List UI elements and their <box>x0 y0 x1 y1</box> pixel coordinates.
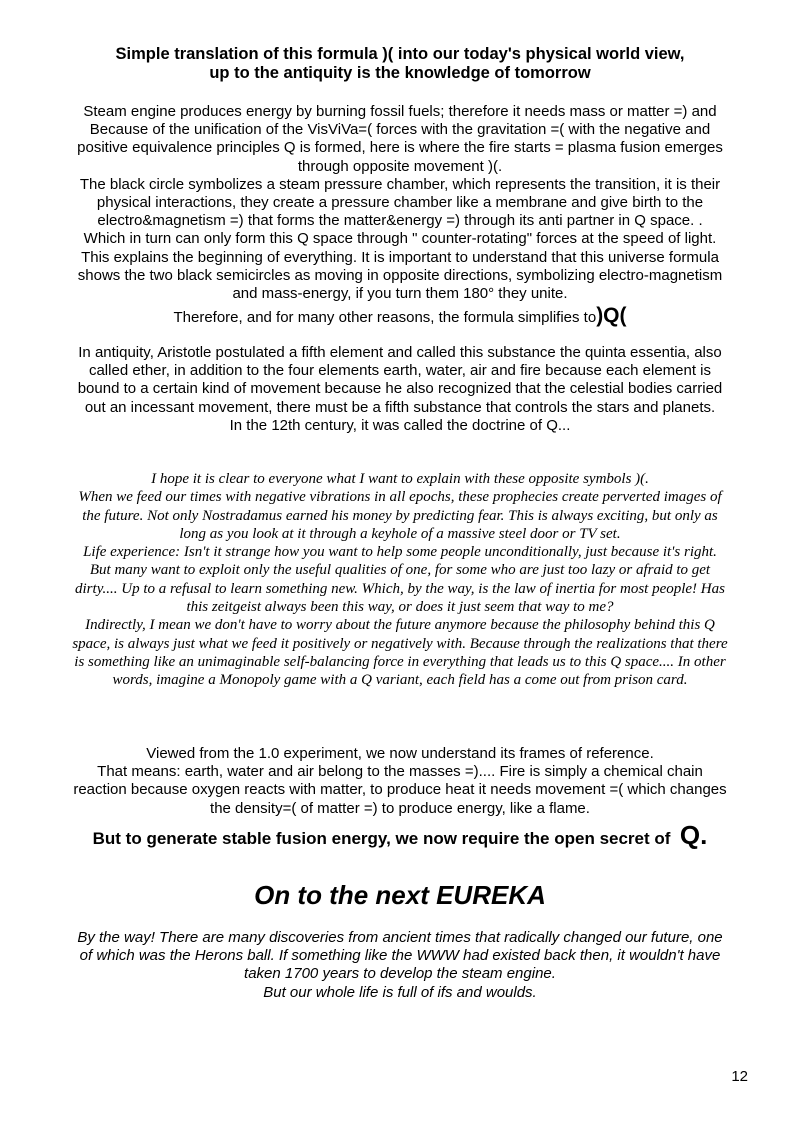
paragraph-herons-ball <box>40 929 760 1002</box>
italic-reflection <box>40 470 760 690</box>
text-line: In antiquity, Aristotle postulated a fifth element and called this substance the quinta essentia, also <box>78 344 722 361</box>
title-line: up to the antiquity is the knowledge of tomorrow <box>209 64 591 82</box>
simplifies-text: Therefore, and for many other reasons, the formula simplifies to <box>173 309 597 326</box>
text-line: Because of the unification of the VisViVa=( forces with the gravitation =( with the negative and <box>89 121 711 139</box>
text-line: The black circle symbolizes a steam pressure chamber, which represents the transition, it is their <box>79 175 721 193</box>
text-line: Viewed from the 1.0 experiment, we now understand its frames of reference. <box>146 745 654 762</box>
text-line: words, imagine a Monopoly game with a Q variant, each field has a come out from prison card. <box>112 672 688 689</box>
text-line: taken 1700 years to develop the steam engine. <box>244 965 556 983</box>
text-line: That means: earth, water and air belong to the masses =).... Fire is simply a chemical chain <box>97 763 703 781</box>
text-line: But our whole life is full of ifs and woulds. <box>263 983 537 1001</box>
paragraph-aristotle <box>40 344 760 435</box>
title-line: Simple translation of this formula )( into our today's physical world view, <box>115 45 685 63</box>
text-line: electro&magnetism =) that forms the matter&energy =) through its anti partner in Q space. . <box>97 212 703 230</box>
text-line: Steam engine produces energy by burning fossil fuels; therefore it needs mass or matter =) and <box>83 103 717 120</box>
page-number: 12 <box>731 1068 748 1085</box>
text-line: Indirectly, I mean we don't have to worry about the future anymore because the philosophy behind this Q <box>85 617 715 634</box>
text-line: By the way! There are many discoveries from ancient times that radically changed our future, one <box>77 929 723 946</box>
text-line: bound to a certain kind of movement because he also recognized that the celestial bodies carried <box>77 380 723 398</box>
text-line: dirty.... Up to a refusal to learn something new. Which, by the way, is the law of inertia for most people! Has <box>75 580 725 597</box>
text-line: space, is always just what we feed it positively or negatively with. Because through the realizations that there <box>72 635 728 652</box>
fusion-statement <box>40 819 760 855</box>
text-line: called ether, in addition to the four elements earth, water, air and fire because each element is <box>88 362 712 380</box>
text-line: This explains the beginning of everything. It is important to understand that this universe formula <box>81 248 719 266</box>
text-line: But many want to exploit only the useful qualities of one, for some who are just too lazy or afraid to get <box>89 562 711 579</box>
text-line: the future. Not only Nostradamus earned his money by predicting fear. This is always exciting, but only as <box>82 507 718 524</box>
eureka-heading <box>40 878 760 912</box>
q-symbol: Q. <box>679 820 708 850</box>
text-line: When we feed our times with negative vibrations in all epochs, these prophecies create perverted images of <box>78 489 722 506</box>
formula-simplification <box>40 304 760 330</box>
formula-symbol: )Q( <box>596 304 627 327</box>
text-line: through opposite movement )(. <box>297 157 503 175</box>
text-line: is something like an unimaginable self-balancing force in everything that leads us to this Q space.... In other <box>74 653 726 670</box>
text-line: reaction because oxygen reacts with matter, to produce heat it needs movement =( which changes <box>73 781 727 799</box>
text-line: Life experience: Isn't it strange how you want to help some people unconditionally, just because it's right. <box>83 544 717 561</box>
eureka-text: On to the next EUREKA <box>254 880 546 910</box>
paragraph-experiment <box>40 745 760 818</box>
text-line: I hope it is clear to everyone what I want to explain with these opposite symbols )(. <box>151 471 649 487</box>
text-line: Which in turn can only form this Q space through " counter-rotating" forces at the speed of light. <box>83 230 717 248</box>
text-line: In the 12th century, it was called the doctrine of Q... <box>229 416 571 434</box>
text-line: shows the two black semicircles as moving in opposite directions, symbolizing electro-magnetism <box>77 266 723 284</box>
text-line: out an incessant movement, there must be a fifth substance that controls the stars and planets. <box>84 398 716 416</box>
paragraph-steam-engine <box>40 103 760 303</box>
text-line: the density=( of matter =) to produce energy, like a flame. <box>210 799 590 817</box>
text-line: physical interactions, they create a pressure chamber like a membrane and give birth to the <box>96 194 704 212</box>
page-title <box>40 45 760 83</box>
fusion-text: But to generate stable fusion energy, we now require the open secret of <box>92 829 671 848</box>
text-line: this zeitgeist always been this way, or does it just seem that way to me? <box>186 599 614 616</box>
text-line: of which was the Herons ball. If something like the WWW had existed back then, it wouldn't have <box>79 947 721 965</box>
text-line: positive equivalence principles Q is formed, here is where the fire starts = plasma fusion emerges <box>77 139 723 157</box>
text-line: long as you look at it through a keyhole of a massive steel door or TV set. <box>179 525 621 542</box>
text-line: and mass-energy, if you turn them 180° they unite. <box>232 285 568 303</box>
